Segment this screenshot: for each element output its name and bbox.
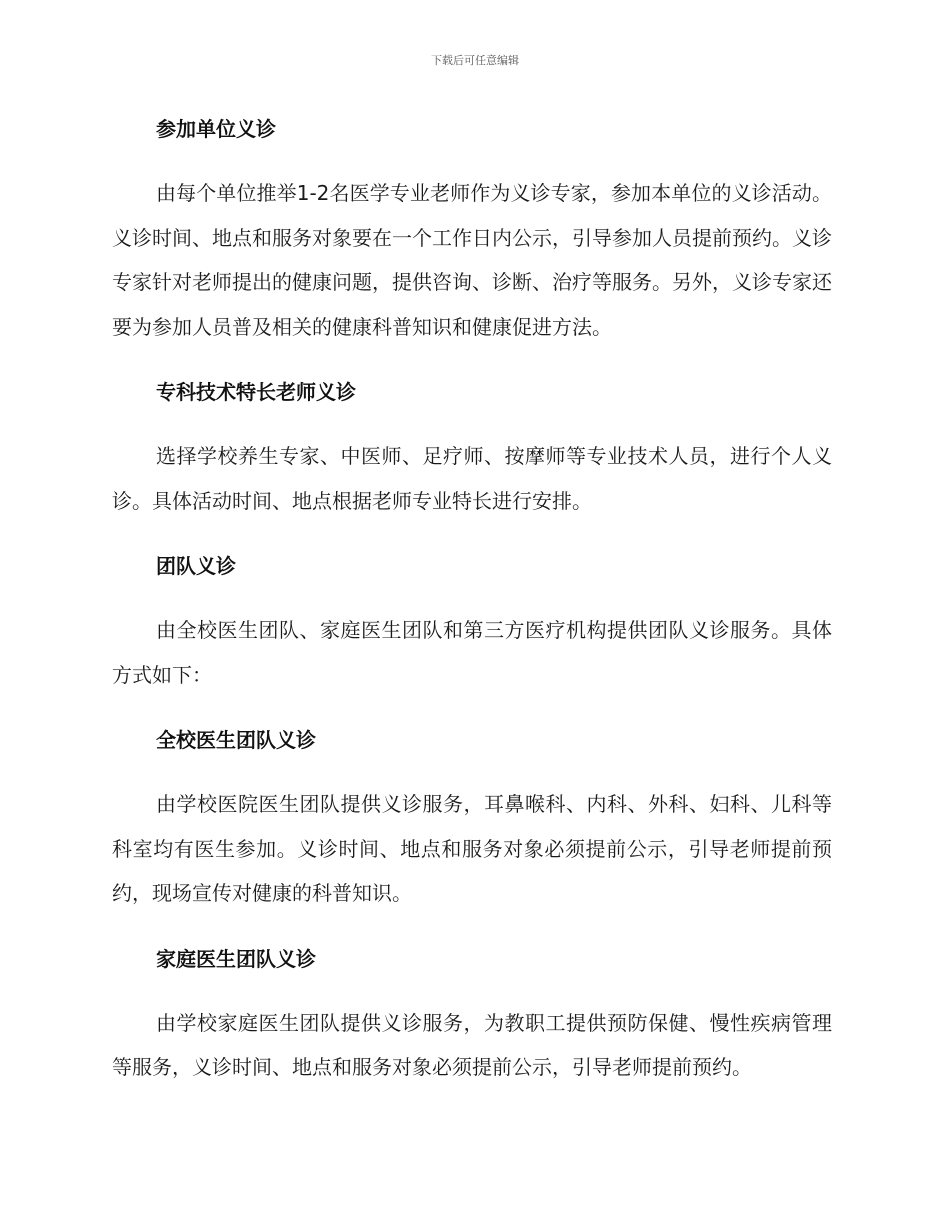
section-paragraph-family-doctor-team: 由学校家庭医生团队提供义诊服务，为教职工提供预防保健、慢性疾病管理等服务，义诊时间、地点和服务对象必须提前公示，引导老师提前预约。 <box>112 1010 832 1079</box>
section-heading-unit-clinic: 参加单位义诊 <box>156 117 276 141</box>
section-paragraph-unit-clinic: 由每个单位推举1-2名医学专业老师作为义诊专家，参加本单位的义诊活动。义诊时间、地点和服务对象要在一个工作日内公示，引导参加人员提前预约。义诊专家针对老师提出的健康问题，提供咨询、诊断、治疗等服务。另外，义诊专家还要为参加人员普及相关的健康科普知识和健康促进方法。 <box>112 181 832 339</box>
section-paragraph-school-doctor-team: 由学校医院医生团队提供义诊服务，耳鼻喉科、内科、外科、妇科、儿科等科室均有医生参加。义诊时间、地点和服务对象必须提前公示，引导老师提前预约，现场宣传对健康的科普知识。 <box>112 792 832 905</box>
document-body <box>112 116 832 1120</box>
section-heading-family-doctor-team: 家庭医生团队义诊 <box>156 946 316 971</box>
section-heading-school-doctor-team: 全校医生团队义诊 <box>156 728 316 752</box>
section-heading-team-clinic: 团队义诊 <box>156 554 236 578</box>
page-header: 下载后可任意编辑 <box>431 54 519 67</box>
section-paragraph-team-clinic: 由全校医生团队、家庭医生团队和第三方医疗机构提供团队义诊服务。具体方式如下： <box>112 618 832 687</box>
section-heading-specialist-clinic: 专科技术特长老师义诊 <box>156 380 356 404</box>
section-paragraph-specialist-clinic: 选择学校养生专家、中医师、足疗师、按摩师等专业技术人员，进行个人义诊。具体活动时间、地点根据老师专业特长进行安排。 <box>112 444 832 513</box>
